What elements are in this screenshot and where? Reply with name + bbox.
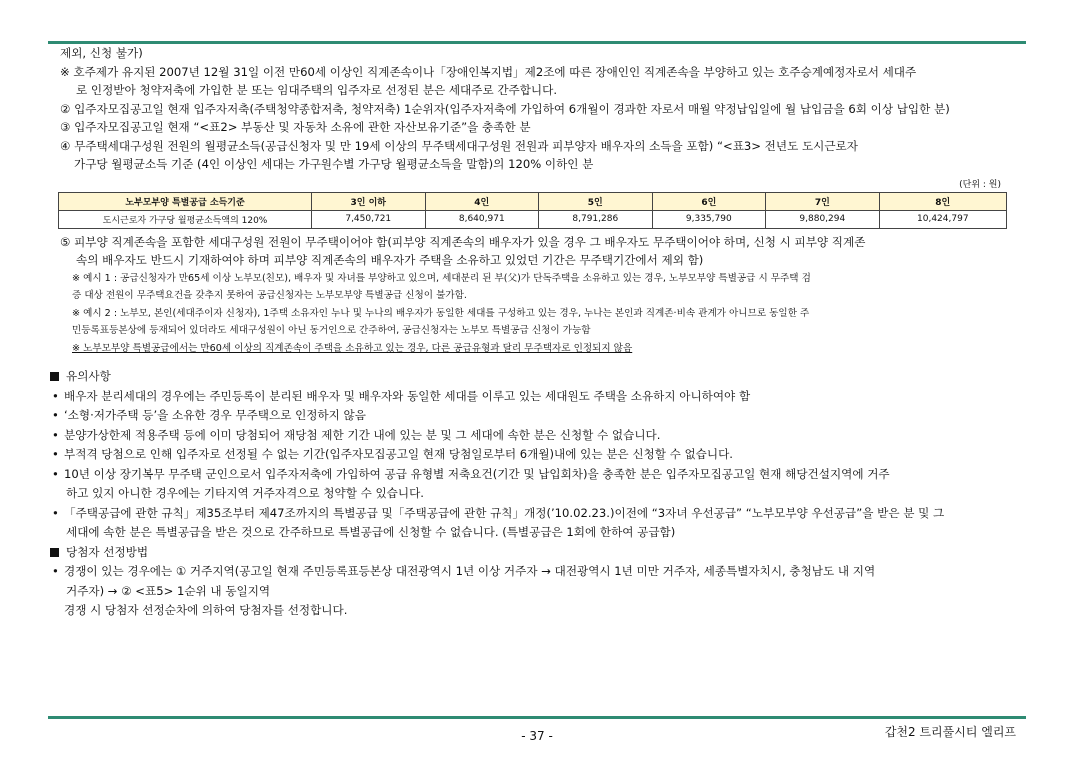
note-line: ※ 예시 1 : 공급신청자가 만65세 이상 노부모(친모), 배우자 및 자녀를 부양하고 있으며, 세대분리 된 부(父)가 단독주택을 소유하고 있는 경우, 노부모부양 특별공급 시 무주택 검: [72, 272, 811, 284]
page-number: - 37 -: [521, 729, 553, 743]
note-line: ※ 예시 2 : 노부모, 본인(세대주이자 신청자), 1주택 소유자인 누나 및 누나의 배우자가 동일한 세대를 구성하고 있는 경우, 누나는 본인과 직계존·비속 관계가 아니므로 동일한 주: [72, 307, 810, 319]
note-line: 증 대상 전원이 무주택요건을 갖추지 못하여 공급신청자는 노부모부양 특별공급 신청이 불가함.: [72, 290, 467, 302]
table-header-row: [59, 192, 1007, 210]
table-cell: 9,880,294: [766, 210, 880, 228]
list-item-text: ‘소형·저가주택 등’을 소유한 경우 무주택으로 인정하지 않음: [64, 408, 366, 423]
text-line: 가구당 월평균소득 기준 (4인 이상인 세대는 가구원수별 가구당 월평균소득을 말함)의 120% 이하인 분: [74, 157, 594, 171]
table-cell: 7,450,721: [312, 210, 426, 228]
list-item-text: 10년 이상 장기복무 무주택 군인으로서 입주자저축에 가입하여 공급 유형별 저축요건(기간 및 납입회차)을 충족한 분은 입주자모집공고일 현재 해당건설지역에 거주: [64, 466, 890, 481]
section-heading-selection: [48, 543, 1033, 563]
list-item-text: 경쟁이 있는 경우에는 ① 거주지역(공고일 현재 주민등록표등본상 대전광역시 1년 이상 거주자 → 대전광역시 1년 미만 거주자, 세종특별자치시, 충청남도 내 지역: [64, 564, 876, 579]
table-cell: 도시근로자 가구당 월평균소득액의 120%: [59, 210, 312, 228]
footer-title: 갑천2 트리풀시티 엘리프: [884, 725, 1016, 739]
text-line: 로 인정받아 청약저축에 가입한 분 또는 임대주택의 입주자로 선정된 분은 세대주로 간주합니다.: [76, 83, 558, 97]
list-item: [48, 504, 1033, 524]
list-item-continuation: 거주자) → ② <표5> 1순위 내 동일지역: [66, 583, 271, 598]
list-item-continuation: 하고 있지 아니한 경우에는 기타지역 거주자격으로 청약할 수 있습니다.: [66, 486, 424, 501]
table-cell: 8,640,971: [425, 210, 539, 228]
bullet-icon: •: [52, 564, 59, 579]
bullet-icon: •: [52, 505, 59, 520]
list-item: [48, 465, 1033, 485]
text-line: ④ 무주택세대구성원 전원의 월평균소득(공급신청자 및 만 19세 이상의 무주택세대구성원 전원과 피부양자 배우자의 소득을 포함) “<표3> 전년도 도시근로자: [60, 138, 858, 153]
text-line: 속의 배우자도 반드시 기재하여야 하며 피부양 직계존속의 배우자가 주택을 소유하고 있었던 기간은 무주택기간에서 제외 함): [76, 253, 704, 267]
text-line: ※ 호주제가 유지된 2007년 12월 31일 이전 만60세 이상인 직계존속이나「장애인복지법」제2조에 따른 장애인인 직계존속을 부양하고 있는 호주승계예정자로서 세대주: [60, 64, 917, 79]
list-item-text: 「주택공급에 관한 규칙」제35조부터 제47조까지의 특별공급 및「주택공급에 관한 규칙」개정(’10.02.23.)이전에 “3자녀 우선공급” “노부모부양 우선공급”을 받은 분 및 그: [64, 505, 945, 520]
text-line: ② 입주자모집공고일 현재 입주자저축(주택청약종합저축, 청약저축) 1순위자(입주자저축에 가입하여 6개월이 경과한 자로서 매월 약정납입일에 월 납입금을 6회 이상 납입한 분): [60, 101, 950, 116]
list-item: [48, 406, 1033, 426]
list-item-text: 부적격 당첨으로 인해 입주자로 선정될 수 없는 기간(입주자모집공고일 현재 당첨일로부터 6개월)내에 있는 분은 신청할 수 없습니다.: [64, 447, 733, 462]
square-bullet-icon: [50, 372, 59, 381]
table-row: [59, 210, 1007, 228]
bullet-icon: •: [52, 427, 59, 442]
table-header-cell: 8인: [879, 192, 1006, 210]
text-line: 제외, 신청 불가): [60, 46, 143, 60]
document-body: [48, 44, 1033, 621]
closing-text: 경쟁 시 당첨자 선정순차에 의하여 당첨자를 선정합니다.: [64, 603, 348, 618]
section-title: 유의사항: [66, 369, 111, 384]
table-header-cell: 5인: [539, 192, 653, 210]
bullet-icon: •: [52, 466, 59, 481]
text-line: ③ 입주자모집공고일 현재 “<표2> 부동산 및 자동차 소유에 관한 자산보유기준”을 충족한 분: [60, 120, 531, 134]
income-table: [58, 192, 1007, 229]
table-header-cell: 3인 이하: [312, 192, 426, 210]
list-item-text: 분양가상한제 적용주택 등에 이미 당첨되어 재당첨 제한 기간 내에 있는 분 및 그 세대에 속한 분은 신청할 수 없습니다.: [64, 427, 661, 442]
square-bullet-icon: [50, 548, 59, 557]
table-header-cell: 4인: [425, 192, 539, 210]
list-item: [48, 426, 1033, 446]
bottom-rule: [48, 716, 1026, 719]
section-heading-notice: [48, 367, 1033, 387]
table-header-cell: 6인: [652, 192, 766, 210]
unit-label: (단위 : 원): [959, 179, 1001, 190]
table-cell: 8,791,286: [539, 210, 653, 228]
note-line-underlined: ※ 노부모부양 특별공급에서는 만60세 이상의 직계존속이 주택을 소유하고 있는 경우, 다른 공급유형과 달리 무주택자로 인정되지 않음: [72, 342, 633, 354]
list-item: [48, 387, 1033, 407]
section-title: 당첨자 선정방법: [66, 544, 149, 559]
bullet-icon: •: [52, 447, 59, 462]
list-item-continuation: 세대에 속한 분은 특별공급을 받은 것으로 간주하므로 특별공급에 신청할 수 없습니다. (특별공급은 1회에 한하여 공급함): [66, 525, 676, 540]
bullet-icon: •: [52, 388, 59, 403]
table-cell: 9,335,790: [652, 210, 766, 228]
table-cell: 10,424,797: [879, 210, 1006, 228]
note-line: 민등록표등본상에 등재되어 있더라도 세대구성원이 아닌 동거인으로 간주하여, 공급신청자는 노부모 특별공급 신청이 가능함: [72, 325, 591, 337]
list-item: [48, 445, 1033, 465]
table-header-cell: 노부모부양 특별공급 소득기준: [59, 192, 312, 210]
list-item-text: 배우자 분리세대의 경우에는 주민등록이 분리된 배우자 및 배우자와 동일한 세대를 이루고 있는 세대원도 주택을 소유하지 아니하여야 함: [64, 388, 751, 403]
table-header-cell: 7인: [766, 192, 880, 210]
text-line: ⑤ 피부양 직계존속을 포함한 세대구성원 전원이 무주택이어야 함(피부양 직계존속의 배우자가 있을 경우 그 배우자도 무주택이어야 하며, 신청 시 피부양 직계존: [60, 234, 866, 249]
list-item: [48, 562, 1033, 582]
bullet-icon: •: [52, 408, 59, 423]
